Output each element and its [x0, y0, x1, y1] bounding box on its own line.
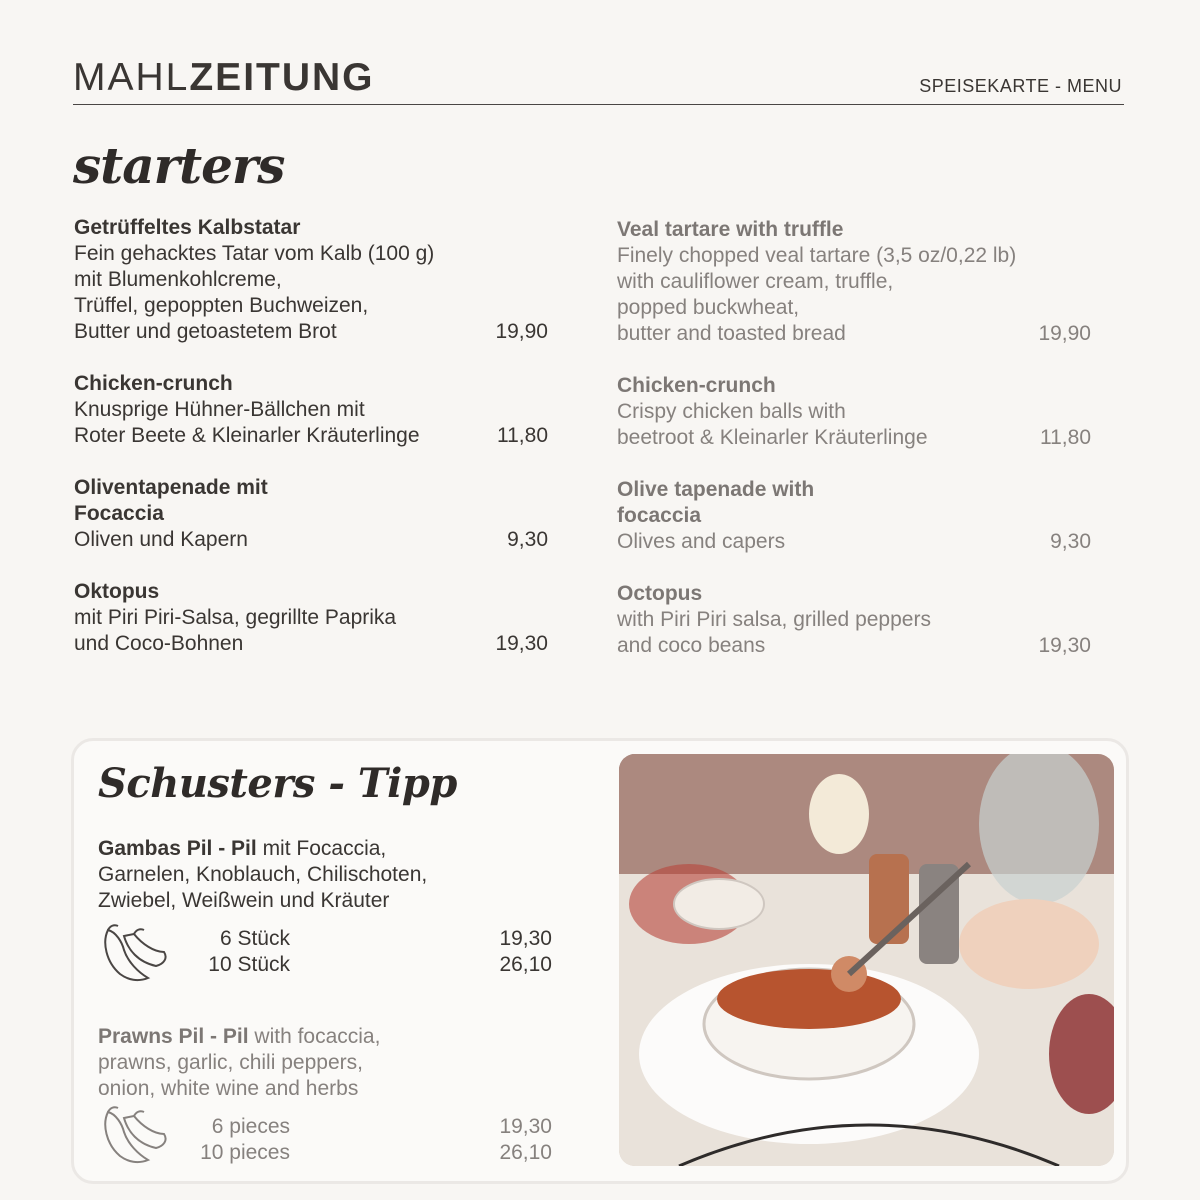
portion-list	[98, 1114, 552, 1166]
portion-row	[98, 952, 552, 978]
item-desc: Oliven und Kapern	[74, 528, 248, 551]
item-price: 19,90	[1038, 322, 1091, 345]
menu-label: SPEISEKARTE - MENU	[919, 76, 1122, 96]
portion-price: 26,10	[499, 1141, 552, 1164]
item-name: Oliventapenade mit Focaccia	[74, 476, 268, 525]
item-desc: Olives and capers	[617, 530, 786, 553]
item-price: 19,30	[495, 632, 548, 655]
tip-item-name: Gambas Pil - Pil	[98, 837, 257, 860]
item-price: 19,30	[1038, 634, 1091, 657]
tip-item-desc: Garnelen, Knoblauch, Chilischoten, Zwiebel, Weißwein und Kräuter	[98, 863, 428, 912]
menu-item	[617, 477, 1093, 555]
menu-item	[74, 475, 550, 553]
portion-row	[98, 926, 552, 952]
portion-qty: 6 pieces	[211, 1115, 290, 1138]
tip-title: Schusters - Tipp	[98, 760, 457, 807]
portion-row	[98, 1140, 552, 1166]
section-title-starters: starters	[73, 136, 285, 195]
portion-qty: 10 pieces	[200, 1141, 290, 1164]
item-name: Olive tapenade with focaccia	[617, 478, 815, 527]
tip-item-text	[98, 1024, 552, 1102]
item-name: Oktopus	[74, 580, 160, 603]
item-desc: with Piri Piri salsa, grilled peppers and coco beans	[617, 608, 931, 657]
tip-item-desc-first: with focaccia,	[248, 1025, 381, 1048]
item-name: Chicken-crunch	[617, 374, 776, 397]
item-desc: Crispy chicken balls with beetroot & Kleinarler Kräuterlinge	[617, 400, 928, 449]
tip-item-name: Prawns Pil - Pil	[98, 1025, 249, 1048]
item-desc: Knusprige Hühner-Bällchen mit Roter Beete & Kleinarler Kräuterlinge	[74, 398, 420, 447]
item-desc: Fein gehacktes Tatar vom Kalb (100 g) mit Blumenkohlcreme, Trüffel, gepoppten Buchweizen, Butter und getoastetem Brot	[74, 242, 435, 343]
brand-bold: ZEITUNG	[189, 56, 375, 99]
menu-item	[74, 579, 550, 657]
item-price: 11,80	[1040, 426, 1091, 449]
tip-item-text	[98, 836, 552, 914]
menu-item	[617, 373, 1093, 451]
tip-item-english	[98, 1024, 552, 1164]
portion-qty: 10 Stück	[208, 953, 290, 976]
brand-logo	[73, 56, 375, 100]
dish-photo	[619, 754, 1114, 1166]
item-desc: mit Piri Piri-Salsa, gegrillte Paprika und Coco-Bohnen	[74, 606, 397, 655]
item-name: Chicken-crunch	[74, 372, 233, 395]
item-price: 9,30	[507, 528, 548, 551]
tip-item-desc-first: mit Focaccia,	[256, 837, 387, 860]
item-name: Octopus	[617, 582, 703, 605]
brand-light: MAHL	[73, 56, 190, 99]
item-price: 19,90	[495, 320, 548, 343]
portion-price: 19,30	[499, 927, 552, 950]
tip-item-german	[98, 836, 552, 976]
menu-item	[617, 581, 1093, 659]
portion-price: 19,30	[499, 1115, 552, 1138]
dish-photo-illustration	[619, 754, 1114, 1166]
page-header	[73, 56, 1124, 105]
menu-item	[617, 217, 1093, 347]
portion-price: 26,10	[499, 953, 552, 976]
item-name: Getrüffeltes Kalbstatar	[74, 216, 301, 239]
item-price: 9,30	[1050, 530, 1091, 553]
menu-item	[74, 215, 550, 345]
item-desc: Finely chopped veal tartare (3,5 oz/0,22 lb) with cauliflower cream, truffle, popped buckwheat, butter and toasted bread	[617, 244, 1017, 345]
portion-list	[98, 926, 552, 978]
menu-item	[74, 371, 550, 449]
item-price: 11,80	[497, 424, 548, 447]
portion-qty: 6 Stück	[219, 927, 290, 950]
item-name: Veal tartare with truffle	[617, 218, 844, 241]
tip-item-desc: prawns, garlic, chili peppers, onion, white wine and herbs	[98, 1051, 363, 1100]
portion-row	[98, 1114, 552, 1140]
